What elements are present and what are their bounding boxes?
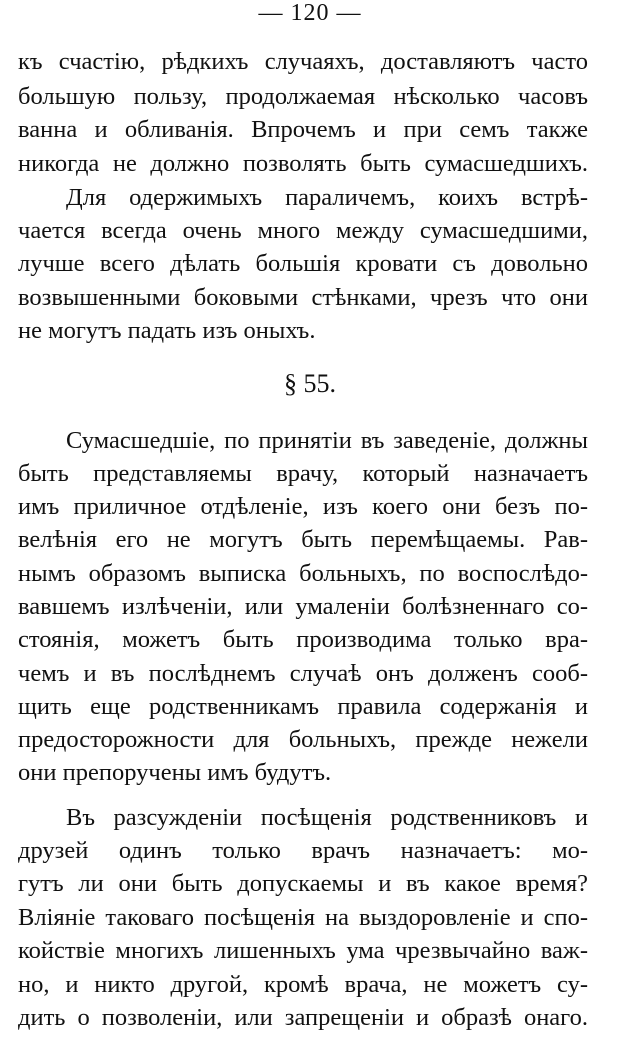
text-line: велѣнія его не могутъ быть перемѣщаемы. Рав- [18,526,588,553]
text-line: нымъ образомъ выписка больныхъ, по воспослѣдо- [18,560,588,587]
text-line: чемъ и въ послѣднемъ случаѣ онъ долженъ сооб- [18,660,588,687]
page-number: — 120 — [258,0,362,26]
text-line: койствіе многихъ лишенныхъ ума чрезвычайно важ- [18,937,588,964]
text-line: лучше всего дѣлать большія кровати съ довольно [18,250,588,277]
text-line: имъ приличное отдѣленіе, изъ коего они безъ по- [18,493,588,520]
text-line: большую пользу, продолжаемая нѣсколько часовъ [18,83,588,110]
text-line: Въ разсужденіи посѣщенія родственниковъ и [66,804,588,831]
text-line: гутъ ли они быть допускаемы и въ какое время? [18,870,588,897]
text-line: дить о позволеніи, или запрещеніи и образѣ онаго. [18,1004,588,1031]
text-line: друзей одинъ только врачъ назначаетъ: мо- [18,837,588,864]
text-line: Сумасшедшіе, по принятіи въ заведеніе, должны [66,427,588,454]
text-line: никогда не должно позволять быть сумасшедшихъ. [18,150,588,177]
text-line: но, и никто другой, кромѣ врача, не можетъ су- [18,971,588,998]
text-line: вавшемъ излѣченіи, или умаленіи болѣзненнаго со- [18,593,588,620]
text-line: ванна и обливанія. Впрочемъ и при семъ также [18,116,588,143]
text-line: Для одержимыхъ параличемъ, коихъ встрѣ- [66,184,588,211]
text-line: стоянія, можетъ быть производима только вра- [18,626,588,653]
text-line: быть представляемы врачу, который назначаетъ [18,460,588,487]
text-line: Вліяніе таковаго посѣщенія на выздоровленіе и спо- [18,904,588,931]
text-line: не могутъ падать изъ оныхъ. [18,317,316,344]
text-line: къ счастію, рѣдкихъ случаяхъ, доставляютъ часто [18,48,588,75]
text-line: щить еще родственникамъ правила содержанія и [18,693,588,720]
section-heading: § 55. [284,369,336,398]
text-line: возвышенными боковыми стѣнками, чрезъ что они [18,284,588,311]
text-line: они препоручены имъ будутъ. [18,759,332,786]
text-line: чается всегда очень много между сумасшедшими, [18,217,588,244]
text-line: предосторожности для больныхъ, прежде нежели [18,726,588,753]
